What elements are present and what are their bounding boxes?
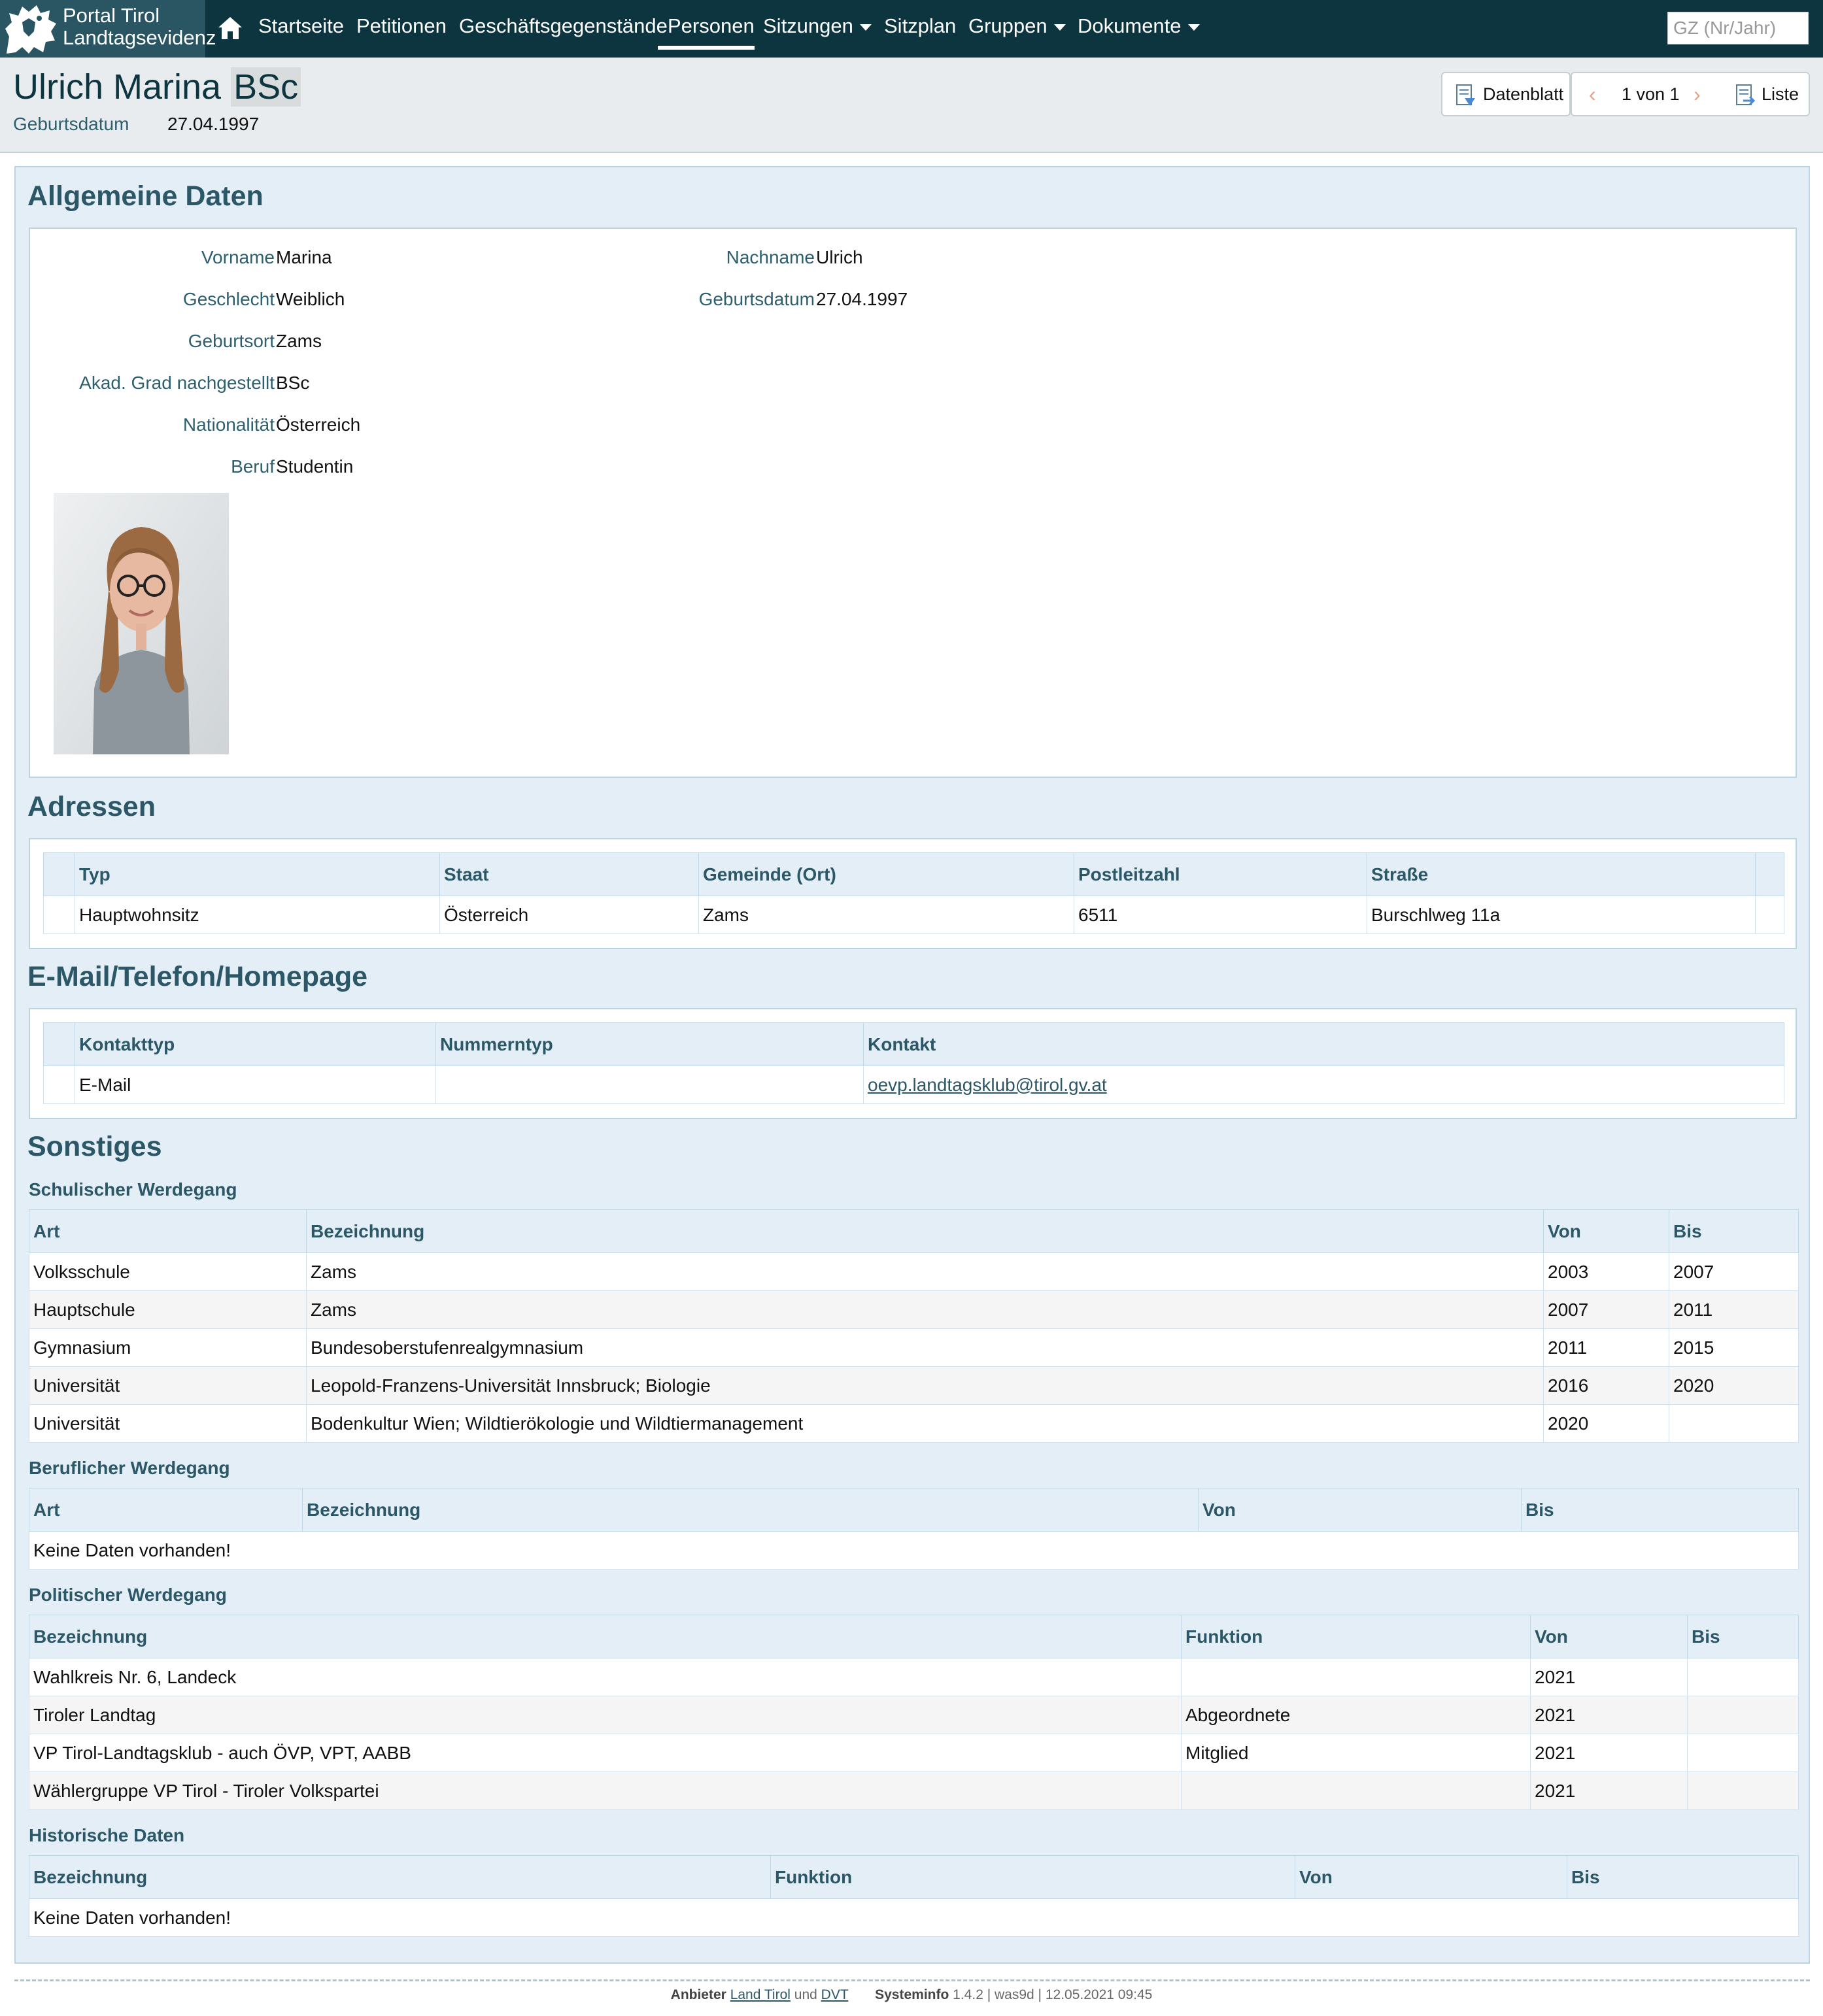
column-header: Art <box>29 1210 307 1253</box>
nav-sitzungen-label: Sitzungen <box>763 14 853 37</box>
nav-personen[interactable]: Personen <box>668 14 755 37</box>
nav-gruppen-label: Gruppen <box>968 14 1048 37</box>
table-cell: VP Tirol-Landtagsklub - auch ÖVP, VPT, AABB <box>29 1734 1182 1772</box>
table-cell: 6511 <box>1074 896 1367 934</box>
table-cell: 2021 <box>1531 1734 1688 1772</box>
adressen-box <box>29 838 1797 949</box>
nav-active-indicator <box>658 46 755 50</box>
table-cell: 2011 <box>1544 1329 1669 1367</box>
empty-message: Keine Daten vorhanden! <box>29 1899 1799 1937</box>
table-cell <box>864 1066 1784 1104</box>
footer-und: und <box>794 1987 817 2002</box>
table-cell <box>436 1066 864 1104</box>
column-header: Bezeichnung <box>29 1856 771 1899</box>
liste-button[interactable] <box>1726 73 1810 115</box>
footer-link-land-tirol[interactable]: Land Tirol <box>730 1987 791 2002</box>
brand-title: Portal Tirol <box>63 4 160 27</box>
table-header-row <box>29 1210 1799 1253</box>
table-cell: 2021 <box>1531 1696 1688 1734</box>
field-label-geburtsort: Geburtsort <box>188 331 275 351</box>
field-label-geschlecht: Geschlecht <box>182 289 275 309</box>
table-row <box>29 1772 1799 1810</box>
section-title-allgemein: Allgemeine Daten <box>27 180 264 212</box>
datenblatt-button[interactable] <box>1441 72 1571 116</box>
field-label-geburtsdatum: Geburtsdatum <box>698 289 815 309</box>
header-birth-label: Geburtsdatum <box>13 114 129 134</box>
table-cell <box>1756 896 1784 934</box>
home-icon[interactable] <box>217 16 243 41</box>
footer <box>0 1987 1823 2003</box>
table-header <box>44 853 75 896</box>
table-cell <box>1688 1772 1799 1810</box>
caret-down-icon <box>1054 24 1066 31</box>
table-cell: Bundesoberstufenrealgymnasium <box>307 1329 1544 1367</box>
column-header[interactable]: Staat <box>440 853 699 896</box>
nav-geschaeftsgegenstaende[interactable]: Geschäftsgegenstände <box>459 14 668 37</box>
column-header: Bis <box>1522 1488 1799 1532</box>
nav-gruppen[interactable] <box>968 14 1066 38</box>
table-row <box>29 1696 1799 1734</box>
table-cell: Zams <box>307 1291 1544 1329</box>
historisch-table <box>29 1855 1799 1937</box>
field-value-vorname: Marina <box>276 247 332 267</box>
header-birth-value: 27.04.1997 <box>167 114 260 134</box>
pager-group <box>1571 72 1810 116</box>
column-header[interactable]: Postleitzahl <box>1074 853 1367 896</box>
field-label-nachname: Nachname <box>726 247 815 267</box>
section-title-sonstiges: Sonstiges <box>27 1131 162 1162</box>
person-photo <box>54 493 229 754</box>
table-cell: Hauptschule <box>29 1291 307 1329</box>
table-cell: 2020 <box>1544 1405 1669 1443</box>
field-label-nationalitaet: Nationalität <box>182 414 275 435</box>
column-header[interactable]: Kontakttyp <box>75 1023 436 1066</box>
table-cell: Gymnasium <box>29 1329 307 1367</box>
prev-arrow-icon[interactable]: ‹ <box>1589 82 1596 106</box>
table-cell: Mitglied <box>1182 1734 1531 1772</box>
brand-subtitle: Landtagsevidenz <box>63 26 216 49</box>
footer-divider <box>14 1979 1810 1981</box>
field-label-akad-grad: Akad. Grad nachgestellt <box>79 373 275 393</box>
table-cell: Universität <box>29 1367 307 1405</box>
empty-message: Keine Daten vorhanden! <box>29 1532 1799 1570</box>
column-header: Bezeichnung <box>29 1615 1182 1658</box>
table-cell: 2021 <box>1531 1772 1688 1810</box>
politisch-table <box>29 1615 1799 1810</box>
table-cell <box>1688 1696 1799 1734</box>
table-row <box>29 1658 1799 1696</box>
field-value-beruf: Studentin <box>276 456 354 477</box>
table-row <box>29 1532 1799 1570</box>
email-link[interactable]: oevp.landtagsklub@tirol.gv.at <box>868 1074 1107 1095</box>
table-cell <box>1182 1772 1531 1810</box>
table-cell: 2007 <box>1669 1253 1799 1291</box>
subsection-title-beruflich: Beruflicher Werdegang <box>29 1458 230 1478</box>
top-navbar <box>0 0 1823 58</box>
table-row <box>29 1329 1799 1367</box>
table-cell: 2021 <box>1531 1658 1688 1696</box>
nav-startseite[interactable]: Startseite <box>258 14 344 37</box>
table-row <box>29 1734 1799 1772</box>
field-value-akad-grad: BSc <box>276 373 310 393</box>
table-header-row <box>44 1023 1784 1066</box>
column-header[interactable]: Straße <box>1367 853 1756 896</box>
next-arrow-icon[interactable]: › <box>1694 82 1701 106</box>
footer-link-dvt[interactable]: DVT <box>821 1987 849 2002</box>
table-cell: 2015 <box>1669 1329 1799 1367</box>
section-title-kontakt: E-Mail/Telefon/Homepage <box>27 961 368 992</box>
field-value-geburtsdatum: 27.04.1997 <box>816 289 908 309</box>
list-document-icon <box>1734 84 1756 107</box>
table-cell: Österreich <box>440 896 699 934</box>
table-header-row <box>29 1488 1799 1532</box>
table-cell: Wählergruppe VP Tirol - Tiroler Volkspartei <box>29 1772 1182 1810</box>
table-header-row <box>29 1856 1799 1899</box>
field-value-nachname: Ulrich <box>816 247 863 267</box>
table-cell: Bodenkultur Wien; Wildtierökologie und Wildtiermanagement <box>307 1405 1544 1443</box>
nav-sitzplan[interactable]: Sitzplan <box>884 14 957 37</box>
table-cell: 2007 <box>1544 1291 1669 1329</box>
footer-anbieter-label: Anbieter <box>670 1987 726 2002</box>
kontakt-table <box>43 1022 1784 1104</box>
caret-down-icon <box>860 24 872 31</box>
section-title-adressen: Adressen <box>27 791 156 822</box>
page-title <box>13 67 301 107</box>
nav-dokumente[interactable] <box>1078 14 1200 38</box>
main-panel <box>14 166 1810 1964</box>
column-header[interactable]: Nummerntyp <box>436 1023 864 1066</box>
table-cell <box>1669 1405 1799 1443</box>
field-label-beruf: Beruf <box>231 456 275 477</box>
subsection-title-historisch: Historische Daten <box>29 1825 185 1845</box>
table-cell: E-Mail <box>75 1066 436 1104</box>
allgemein-box <box>29 227 1797 778</box>
table-row <box>29 1291 1799 1329</box>
subsection-title-schulisch: Schulischer Werdegang <box>29 1179 237 1200</box>
nav-dokumente-label: Dokumente <box>1078 14 1182 37</box>
column-header: Funktion <box>1182 1615 1531 1658</box>
schulisch-table <box>29 1209 1799 1443</box>
table-cell: Leopold-Franzens-Universität Innsbruck; Biologie <box>307 1367 1544 1405</box>
person-title-suffix: BSc <box>231 67 301 107</box>
kontakt-box <box>29 1008 1797 1119</box>
table-header-row <box>44 853 1784 896</box>
table-cell: Universität <box>29 1405 307 1443</box>
table-row <box>29 1405 1799 1443</box>
table-cell: 2003 <box>1544 1253 1669 1291</box>
table-cell: Wahlkreis Nr. 6, Landeck <box>29 1658 1182 1696</box>
table-cell <box>1688 1734 1799 1772</box>
column-header: Bezeichnung <box>307 1210 1544 1253</box>
brand[interactable] <box>0 0 216 58</box>
gz-search-input[interactable] <box>1667 12 1809 44</box>
table-cell: Abgeordnete <box>1182 1696 1531 1734</box>
table-cell <box>1182 1658 1531 1696</box>
column-header: Bis <box>1567 1856 1799 1899</box>
table-cell: 2016 <box>1544 1367 1669 1405</box>
footer-systeminfo-value: 1.4.2 | was9d | 12.05.2021 09:45 <box>953 1987 1153 2002</box>
table-cell: 2020 <box>1669 1367 1799 1405</box>
table-header <box>44 1023 75 1066</box>
table-cell <box>44 896 75 934</box>
table-row <box>29 1899 1799 1937</box>
nav-petitionen[interactable]: Petitionen <box>356 14 447 37</box>
table-cell: Zams <box>307 1253 1544 1291</box>
field-value-geschlecht: Weiblich <box>276 289 345 309</box>
column-header: Bezeichnung <box>303 1488 1199 1532</box>
pager-label: 1 von 1 <box>1622 84 1680 104</box>
column-header: Von <box>1295 1856 1567 1899</box>
footer-systeminfo-label: Systeminfo <box>875 1987 949 2002</box>
tirol-eagle-logo-icon <box>3 3 59 55</box>
document-icon <box>1454 84 1476 107</box>
table-cell <box>1688 1658 1799 1696</box>
table-row <box>29 1367 1799 1405</box>
column-header: Funktion <box>771 1856 1295 1899</box>
table-row[interactable] <box>44 896 1784 934</box>
column-header[interactable]: Gemeinde (Ort) <box>699 853 1074 896</box>
subsection-title-politisch: Politischer Werdegang <box>29 1585 227 1605</box>
column-header: Von <box>1544 1210 1669 1253</box>
table-cell: Tiroler Landtag <box>29 1696 1182 1734</box>
table-cell: Zams <box>699 896 1074 934</box>
field-label-vorname: Vorname <box>201 247 275 267</box>
column-header[interactable]: Typ <box>75 853 440 896</box>
column-header: Bis <box>1688 1615 1799 1658</box>
liste-label: Liste <box>1762 84 1799 104</box>
adressen-table <box>43 852 1784 934</box>
column-header: Bis <box>1669 1210 1799 1253</box>
table-cell: Volksschule <box>29 1253 307 1291</box>
column-header: Von <box>1531 1615 1688 1658</box>
column-header: Art <box>29 1488 303 1532</box>
field-value-nationalitaet: Österreich <box>276 414 361 435</box>
table-cell: 2011 <box>1669 1291 1799 1329</box>
table-cell: Hauptwohnsitz <box>75 896 440 934</box>
caret-down-icon <box>1188 24 1200 31</box>
table-header-row <box>29 1615 1799 1658</box>
nav-sitzungen[interactable] <box>763 14 872 38</box>
table-row[interactable] <box>44 1066 1784 1104</box>
datenblatt-label: Datenblatt <box>1483 84 1564 104</box>
table-header <box>1756 853 1784 896</box>
table-cell <box>44 1066 75 1104</box>
column-header[interactable]: Kontakt <box>864 1023 1784 1066</box>
beruflich-table <box>29 1488 1799 1570</box>
person-name: Ulrich Marina <box>13 67 222 107</box>
table-cell: Burschlweg 11a <box>1367 896 1756 934</box>
field-value-geburtsort: Zams <box>276 331 322 351</box>
column-header: Von <box>1199 1488 1522 1532</box>
table-row <box>29 1253 1799 1291</box>
